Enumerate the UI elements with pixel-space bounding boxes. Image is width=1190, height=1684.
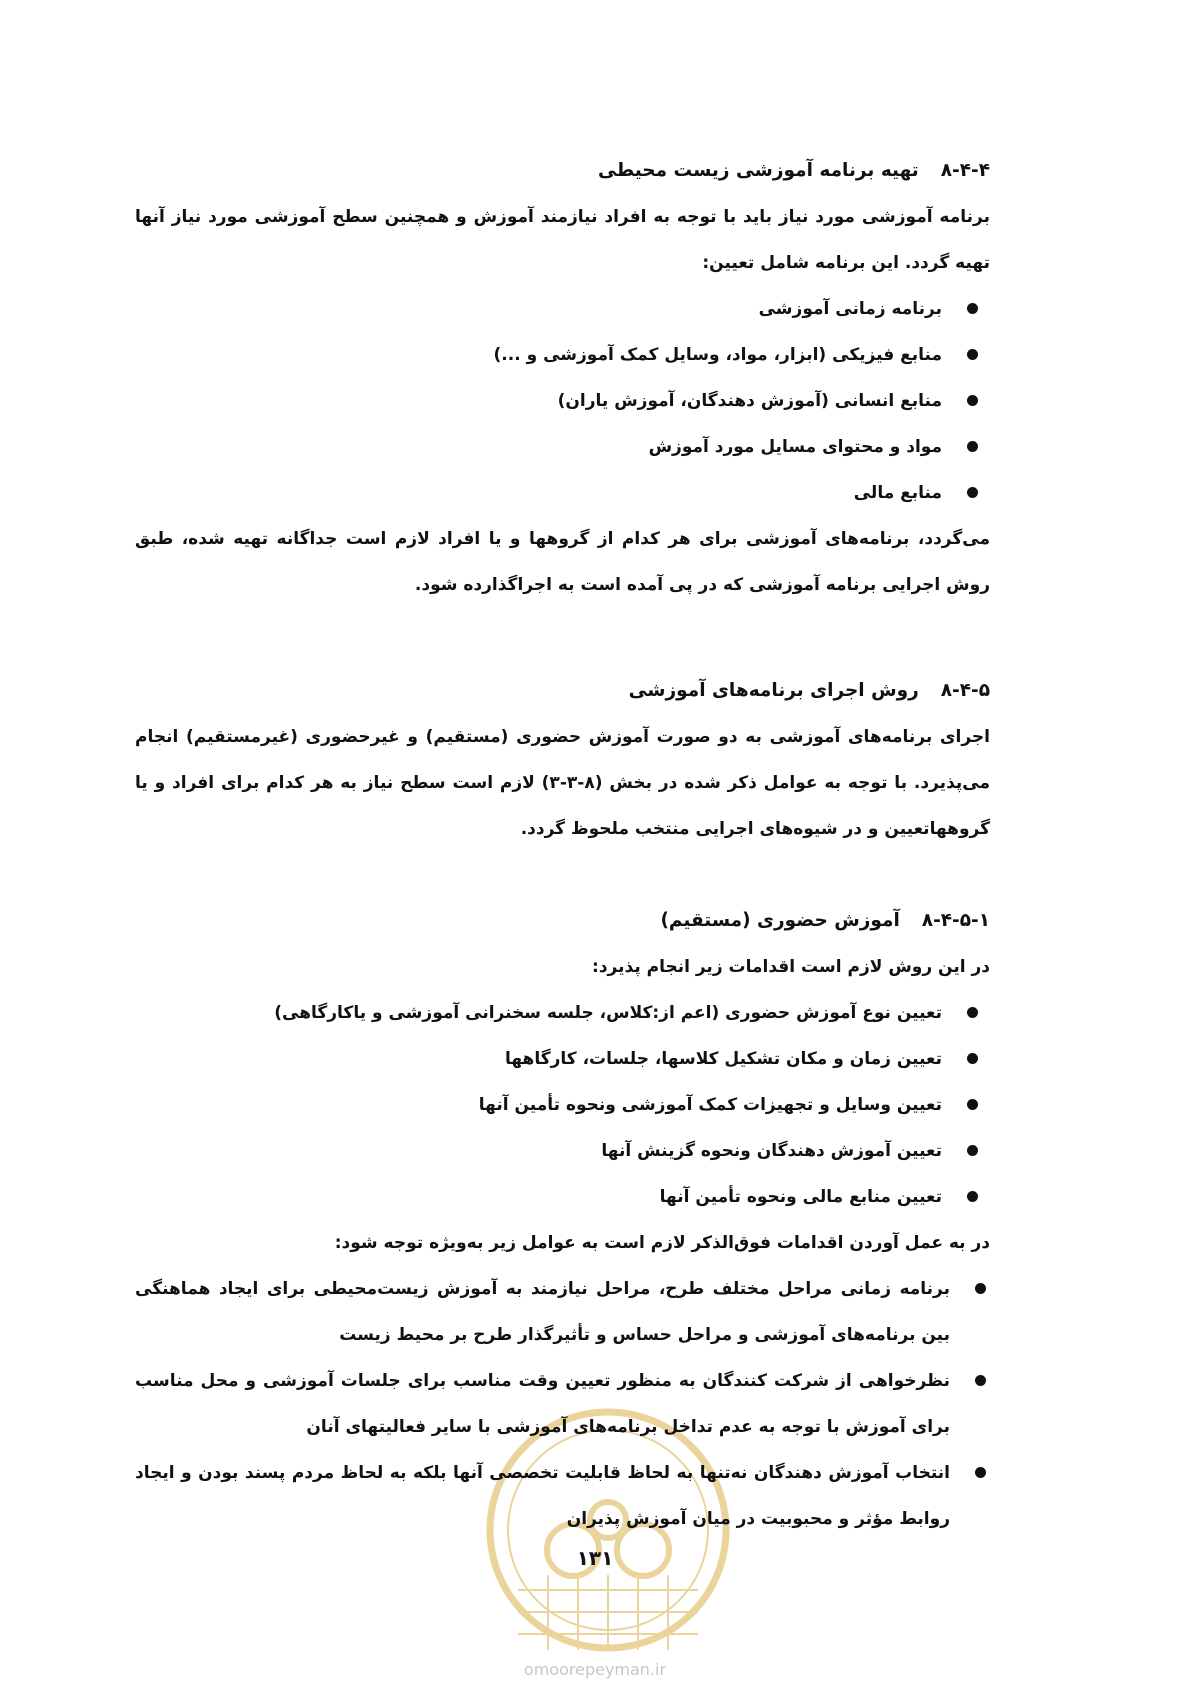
list-item: منابع فیزیکی (ابزار، مواد، وسایل کمک آموزشی و ...)	[135, 332, 990, 378]
bullet-icon	[967, 1007, 978, 1018]
list-item: مواد و محتوای مسایل مورد آموزش	[135, 424, 990, 470]
section-heading	[135, 668, 990, 714]
bullet-icon	[967, 1191, 978, 1202]
list-item: تعیین نوع آموزش حضوری (اعم از:کلاس، جلسه سخنرانی آموزشی و یاکارگاهی)	[135, 990, 990, 1036]
bullet-icon	[975, 1283, 986, 1294]
list-item: تعیین منابع مالی ونحوه تأمین آنها	[135, 1174, 990, 1220]
bullet-list	[135, 1266, 990, 1542]
list-item: نظرخواهی از شرکت کنندگان به منظور تعیین وقت مناسب برای جلسات آموزشی و محل مناسب برای آموزش با توجه به عدم تداخل برنامه‌های آموزشی با سایر فعالیتهای آنان	[135, 1358, 990, 1450]
paragraph: در این روش لازم است اقدامات زیر انجام پذیرد:	[592, 957, 990, 977]
section-title: آموزش حضوری (مستقیم)	[660, 910, 900, 931]
paragraph: می‌گردد، برنامه‌های آموزشی برای هر کدام از گروهها و یا افراد لازم است جداگانه تهیه شده، طبق روش اجرایی برنامه آموزشی که در پی آمده است به اجراگذارده شود.	[135, 529, 990, 595]
list-item: انتخاب آموزش دهندگان نه‌تنها به لحاظ قابلیت تخصصی آنها بلکه به لحاظ مردم پسند بودن و ایجاد روابط مؤثر و محبوبیت در میان آموزش پذیران	[135, 1450, 990, 1542]
list-item: برنامه زمانی آموزشی	[135, 286, 990, 332]
section-title: روش اجرای برنامه‌های آموزشی	[628, 680, 919, 701]
bullet-icon	[967, 441, 978, 452]
bullet-icon	[967, 395, 978, 406]
bullet-icon	[967, 349, 978, 360]
section-number: ۸-۴-۴	[940, 160, 990, 181]
list-item: منابع مالی	[135, 470, 990, 516]
bullet-list	[135, 286, 990, 516]
paragraph: اجرای برنامه‌های آموزشی به دو صورت آموزش حضوری (مستقیم) و غیرحضوری (غیرمستقیم) انجام می‌پذیرد. با توجه به عوامل ذکر شده در بخش (۸-۳-۳) لازم است سطح نیاز به هر کدام برای افراد و یا گروههاتعیین و در شیوه‌های اجرایی منتخب ملحوظ گردد.	[135, 727, 990, 839]
section-number: ۸-۴-۵	[940, 680, 990, 701]
list-item: تعیین زمان و مکان تشکیل کلاسها، جلسات، کارگاهها	[135, 1036, 990, 1082]
bullet-icon	[975, 1467, 986, 1478]
list-item: منابع انسانی (آموزش دهندگان، آموزش یاران)	[135, 378, 990, 424]
bullet-list	[135, 990, 990, 1220]
paragraph: در به عمل آوردن اقدامات فوق‌الذکر لازم است به عوامل زیر به‌ویژه توجه شود:	[334, 1233, 990, 1253]
list-item: برنامه زمانی مراحل مختلف طرح، مراحل نیازمند به آموزش زیست‌محیطی برای ایجاد هماهنگی بین برنامه‌های آموزشی و مراحل حساس و تأثیرگذار طرح بر محیط زیست	[135, 1266, 990, 1358]
section-heading	[135, 148, 990, 194]
page-number: ۱۳۱	[576, 1546, 614, 1570]
bullet-icon	[967, 1145, 978, 1156]
bullet-icon	[967, 487, 978, 498]
bullet-icon	[967, 1099, 978, 1110]
section-title: تهیه برنامه آموزشی زیست محیطی	[598, 160, 919, 181]
section-number: ۸-۴-۵-۱	[921, 910, 990, 931]
bullet-icon	[975, 1375, 986, 1386]
website-watermark: omoorepeyman.ir	[523, 1660, 667, 1679]
paragraph: برنامه آموزشی مورد نیاز باید با توجه به افراد نیازمند آموزش و همچنین سطح آموزشی مورد نیاز آنها تهیه گردد. این برنامه شامل تعیین:	[135, 207, 990, 273]
bullet-icon	[967, 1053, 978, 1064]
bullet-icon	[967, 303, 978, 314]
list-item: تعیین وسایل و تجهیزات کمک آموزشی ونحوه تأمین آنها	[135, 1082, 990, 1128]
list-item: تعیین آموزش دهندگان ونحوه گزینش آنها	[135, 1128, 990, 1174]
section-heading	[135, 898, 990, 944]
